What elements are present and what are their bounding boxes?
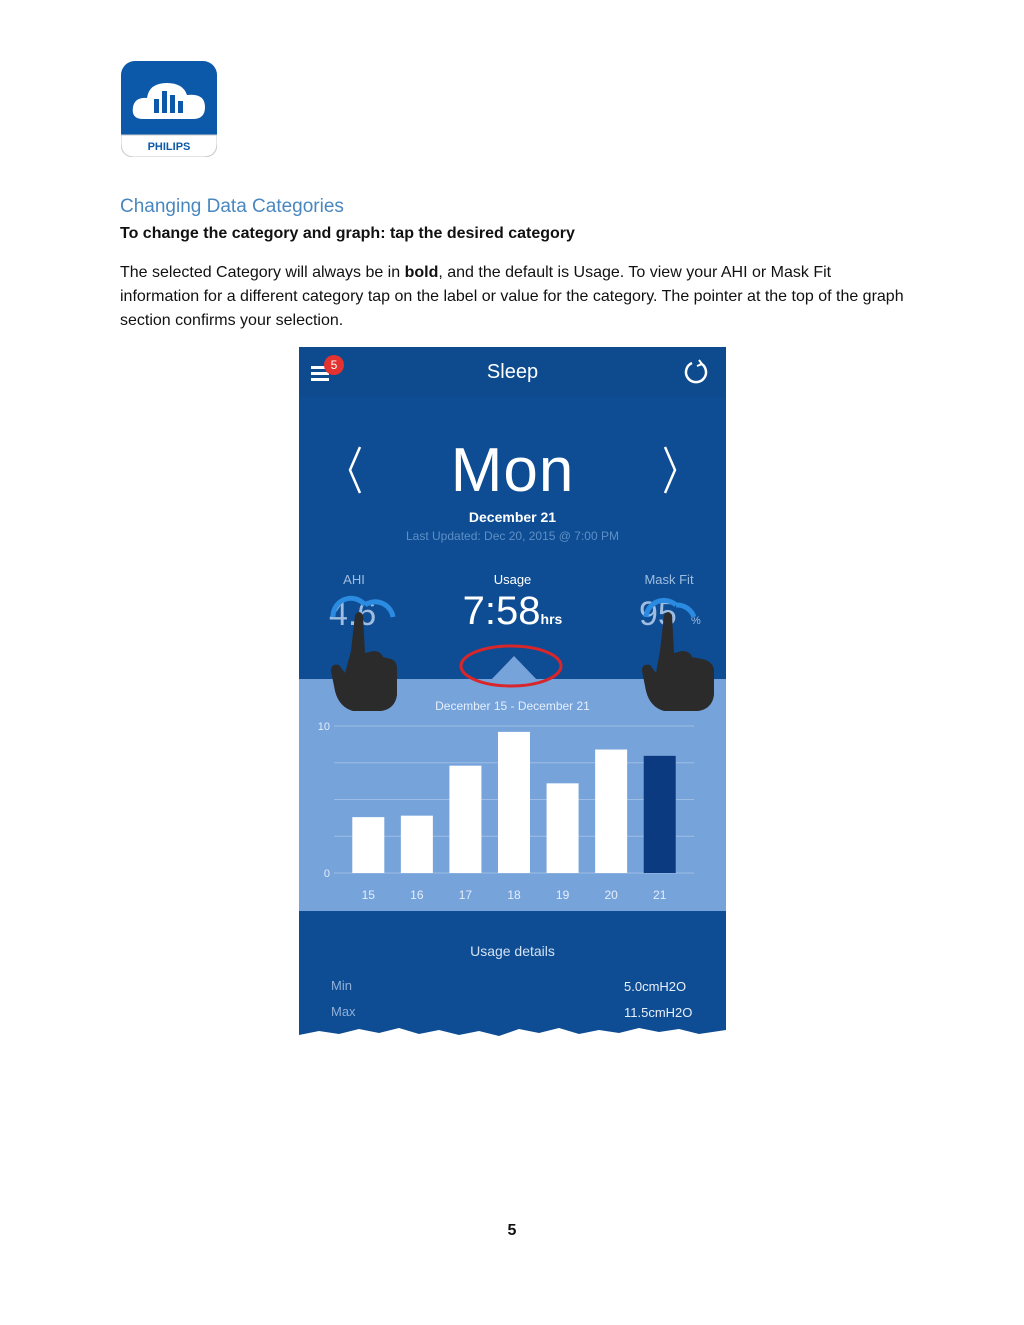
instruction-subheading: To change the category and graph: tap the desired category [120, 225, 575, 242]
chart-bar-17 [449, 766, 481, 873]
chart-x-tick-label: 19 [555, 888, 570, 902]
chart-x-tick-label: 18 [507, 888, 521, 902]
notification-badge: 5 [324, 355, 344, 375]
refresh-icon[interactable] [682, 358, 710, 386]
body-text-part1: The selected Category will always be in [120, 264, 405, 281]
category-mask-fit-value[interactable]: 95 [639, 595, 677, 633]
category-mask-fit-unit: % [691, 615, 701, 627]
chart-bar-16 [401, 816, 433, 873]
page-number: 5 [507, 1222, 517, 1239]
chart-bar-18 [498, 732, 530, 873]
chart-bar-15 [352, 817, 384, 873]
tap-hand-icon-left [325, 595, 401, 713]
usage-value-number: 7:58 [462, 589, 541, 633]
body-paragraph [120, 261, 910, 333]
detail-min-label: Min [331, 978, 352, 993]
chart-x-tick-label: 21 [653, 888, 667, 902]
category-ahi-label[interactable]: AHI [343, 572, 365, 587]
chart-bar-19 [547, 783, 579, 873]
category-mask-fit-label[interactable]: Mask Fit [644, 572, 694, 587]
chart-y-tick-label: 10 [317, 721, 330, 733]
chart-x-tick-label: 15 [361, 888, 375, 902]
detail-min-value: 5.0cmH2O [624, 979, 687, 994]
body-text-part2: , and the default is Usage. To view your AHI or Mask Fit information for a different category tap on the label or value for the category. The pointer at the top of the graph section confirms your selection. [120, 264, 904, 329]
detail-max-label: Max [331, 1004, 356, 1019]
chart-bar-21 [644, 756, 676, 873]
body-bold-word: bold [404, 264, 439, 281]
chart-bar-20 [595, 750, 627, 873]
usage-value-unit: hrs [540, 611, 563, 627]
torn-screenshot-edge [299, 1025, 726, 1040]
usage-details-title: Usage details [470, 943, 555, 959]
category-usage-label[interactable]: Usage [493, 572, 532, 587]
day-date: December 21 [468, 509, 557, 525]
graph-date-range: December 15 - December 21 [435, 699, 590, 713]
app-screenshot [299, 347, 726, 1040]
last-updated-text: Last Updated: Dec 20, 2015 @ 7:00 PM [406, 529, 619, 543]
selection-pointer-icon [449, 642, 579, 692]
category-ahi-value[interactable]: 4.6 [329, 595, 377, 633]
chart-y-tick-label: 0 [323, 868, 330, 880]
philips-app-logo [121, 61, 217, 157]
chart-x-tick-label: 20 [604, 888, 618, 902]
chart-x-tick-label: 17 [458, 888, 473, 902]
chart-x-tick-label: 16 [410, 888, 424, 902]
logo-brand-text: PHILIPS [147, 141, 191, 153]
usage-bar-chart [299, 713, 726, 903]
detail-max-value: 11.5cmH2O [624, 1005, 693, 1020]
app-header-title: Sleep [486, 361, 539, 383]
section-heading: Changing Data Categories [120, 196, 344, 217]
tap-hand-icon-right [639, 595, 717, 713]
day-name: Mon [450, 436, 575, 505]
